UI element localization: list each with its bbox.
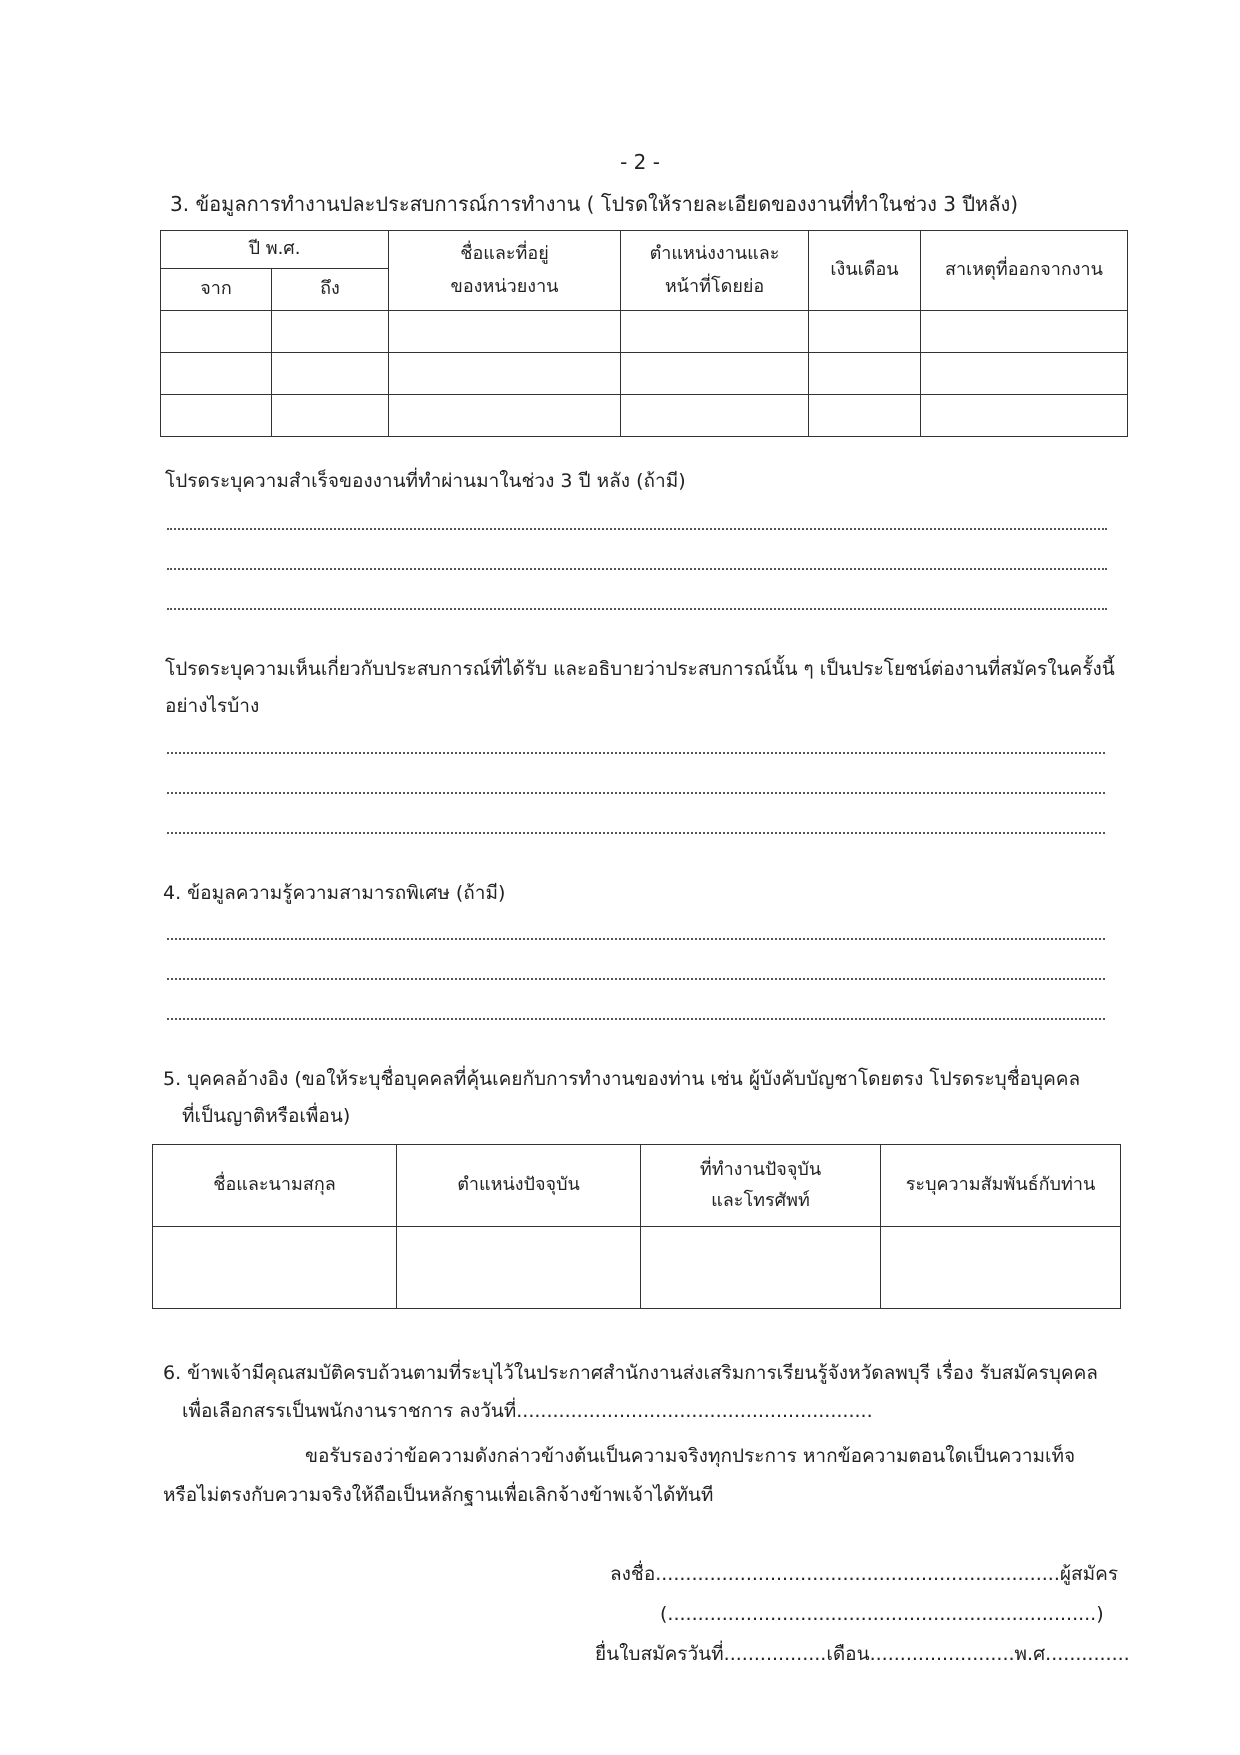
certification-line1: ขอรับรองว่าข้อความดังกล่าวข้างต้นเป็นความจริงทุกประการ หากข้อความตอนใดเป็นความเท็จ [305, 1445, 1076, 1467]
cell-to[interactable] [272, 311, 389, 353]
table-row [161, 311, 1128, 353]
cell-from[interactable] [161, 353, 272, 395]
cell-salary[interactable] [809, 311, 921, 353]
cell-reason[interactable] [921, 353, 1128, 395]
header-current-position: ตำแหน่งปัจจุบัน [397, 1145, 641, 1227]
opinion-prompt-line2: อย่างไรบ้าง [165, 695, 260, 717]
section4-heading: 4. ข้อมูลความรู้ความสามารถพิเศษ (ถ้ามี) [163, 882, 506, 904]
header-organization-line1: ชื่อและที่อยู่ [460, 243, 549, 264]
table-row [161, 395, 1128, 437]
work-history-table [160, 230, 1128, 437]
cell-reason[interactable] [921, 395, 1128, 437]
achievements-line-2[interactable] [167, 568, 1107, 570]
achievements-line-1[interactable] [167, 528, 1107, 530]
header-position-line2: หน้าที่โดยย่อ [664, 275, 765, 297]
opinion-line-1[interactable] [167, 752, 1105, 754]
cell-relationship[interactable] [881, 1227, 1121, 1309]
cell-from[interactable] [161, 311, 272, 353]
cell-reason[interactable] [921, 311, 1128, 353]
section6-line2: เพื่อเลือกสรรเป็นพนักงานราชการ ลงวันที่........................................................... [182, 1400, 873, 1422]
cell-from[interactable] [161, 395, 272, 437]
header-to: ถึง [272, 269, 389, 311]
header-name: ชื่อและนามสกุล [153, 1145, 397, 1227]
opinion-prompt-line1: โปรดระบุความเห็นเกี่ยวกับประสบการณ์ที่ได้รับ และอธิบายว่าประสบการณ์นั้น ๆ เป็นประโยชน์ต่องานที่สมัครในครั้งนี้ [165, 658, 1115, 680]
header-organization [389, 231, 621, 311]
section5-heading-line1: 5. บุคคลอ้างอิง (ขอให้ระบุชื่อบุคคลที่คุ้นเคยกับการทำงานของท่าน เช่น ผู้บังคับบัญชาโดยตรง โปรดระบุชื่อบุคคล [163, 1068, 1081, 1090]
opinion-line-3[interactable] [167, 832, 1105, 834]
header-relationship: ระบุความสัมพันธ์กับท่าน [881, 1145, 1121, 1227]
table-row [161, 353, 1128, 395]
skills-line-2[interactable] [167, 978, 1105, 980]
submission-date-line[interactable]: ยื่นใบสมัครวันที่.................เดือน........................พ.ศ.............. [595, 1643, 1130, 1665]
header-from: จาก [161, 269, 272, 311]
cell-organization[interactable] [389, 353, 621, 395]
cell-organization[interactable] [389, 395, 621, 437]
header-position [621, 231, 809, 311]
certification-line2: หรือไม่ตรงกับความจริงให้ถือเป็นหลักฐานเพื่อเลิกจ้างข้าพเจ้าได้ทันที [163, 1484, 714, 1506]
signature-line[interactable]: ลงชื่อ...................................................................ผู้สมัคร [610, 1563, 1119, 1585]
section5-heading-line2: ที่เป็นญาติหรือเพื่อน) [182, 1105, 351, 1127]
header-organization-line2: ของหน่วยงาน [450, 275, 559, 297]
opinion-line-2[interactable] [167, 792, 1105, 794]
cell-position[interactable] [621, 353, 809, 395]
header-workplace-line2: และโทรศัพท์ [711, 1189, 810, 1211]
header-workplace [641, 1145, 881, 1227]
skills-line-3[interactable] [167, 1018, 1105, 1020]
achievements-line-3[interactable] [167, 608, 1107, 610]
cell-to[interactable] [272, 395, 389, 437]
cell-workplace[interactable] [641, 1227, 881, 1309]
cell-organization[interactable] [389, 311, 621, 353]
printed-name-line[interactable]: (.......................................................................) [660, 1603, 1104, 1625]
cell-name[interactable] [153, 1227, 397, 1309]
cell-position[interactable] [621, 395, 809, 437]
table-row [153, 1227, 1121, 1309]
cell-salary[interactable] [809, 353, 921, 395]
cell-salary[interactable] [809, 395, 921, 437]
section6-line1: 6. ข้าพเจ้ามีคุณสมบัติครบถ้วนตามที่ระบุไว้ในประกาศสำนักงานส่งเสริมการเรียนรู้จังหวัดลพบุรี เรื่อง รับสมัครบุคคล [163, 1362, 1098, 1384]
cell-to[interactable] [272, 353, 389, 395]
header-reason: สาเหตุที่ออกจากงาน [921, 231, 1128, 311]
section3-heading: 3. ข้อมูลการทำงานปละประสบการณ์การทำงาน ( โปรดให้รายละเอียดของงานที่ทำในช่วง 3 ปีหลัง) [170, 192, 1019, 216]
achievements-prompt: โปรดระบุความสำเร็จของงานที่ทำผ่านมาในช่วง 3 ปี หลัง (ถ้ามี) [165, 470, 686, 492]
header-year: ปี พ.ศ. [161, 231, 389, 269]
page-number: - 2 - [620, 150, 660, 174]
cell-current-position[interactable] [397, 1227, 641, 1309]
cell-position[interactable] [621, 311, 809, 353]
header-workplace-line1: ที่ทำงานปัจจุบัน [699, 1159, 822, 1180]
reference-table [152, 1144, 1121, 1309]
header-salary: เงินเดือน [809, 231, 921, 311]
header-position-line1: ตำแหน่งงานและ [649, 243, 780, 264]
skills-line-1[interactable] [167, 938, 1105, 940]
